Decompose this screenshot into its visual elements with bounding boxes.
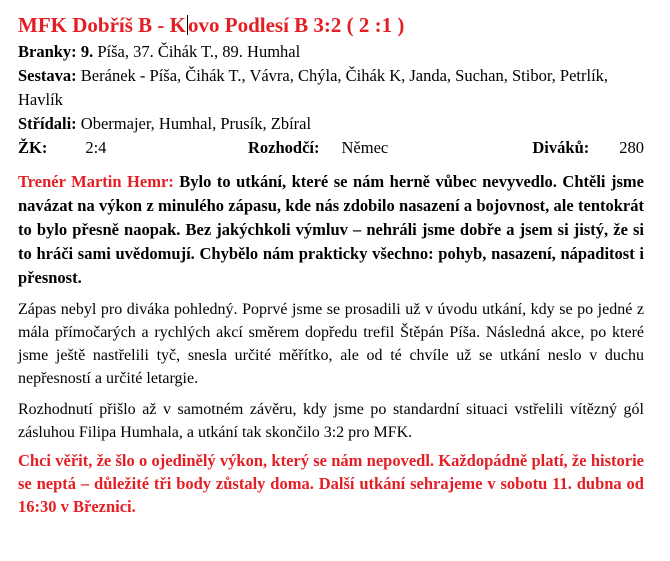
coach-quote-text: Bylo to utkání, které se nám herně vůbec nevyvedlo. Chtěli jsme navázat na výkon z minulého zápasu, kde nás zdobilo nasazení a bojovnost, ale tentokrát to bylo přesně naopak. Bez jakýchkoli výmluv – nehráli jsme dobře a jsem si jistý, že si to hráči sami uvědomují. Chybělo nám prakticky všechno: pohyb, nasazení, nápaditost i přesnost. [18,172,644,287]
lineup-line [18,64,644,112]
cards-label: ŽK: [18,138,48,157]
attendance-value: 280 [619,138,644,157]
match-title-part-b: ovo Podlesí B 3:2 ( 2 :1 ) [188,13,405,37]
referee-label: Rozhodčí: [248,138,320,157]
lineup-value: Beránek - Píša, Čihák T., Vávra, Chýla, Čihák K, Janda, Suchan, Stibor, Petrlík, Havlík [18,66,609,109]
coach-name: Trenér Martin Hemr: [18,172,174,191]
match-title-part-a: MFK Dobříš B - K [18,13,186,37]
closing-statement: Chci věřit, že šlo o ojedinělý výkon, který se nám nepovedl. Každopádně platí, že historie se neptá – důležité tři body zůstaly doma. Další utkání sehrajeme v sobotu 11. dubna od 16:30 v Březnici. [18,451,644,516]
attendance-label: Diváků: [532,138,590,157]
coach-quote [18,170,644,290]
scorers-label: Branky: [18,42,77,61]
report-paragraph-1: Zápas nebyl pro diváka pohledný. Poprvé jsme se prosadili už v úvodu utkání, kdy se po jedné z mála přímočarých a rychlých akcí směrem dopředu trefil Štěpán Píša. Následná akce, po které jsme ještě nastřelili tyč, snesla určité měřítko, ale od té chvíle už se utkání neslo v duchu nepřesností a určité letargie. [18,301,644,387]
cards-stat [18,136,248,160]
attendance-stat [528,136,644,160]
subs-label: Střídali: [18,114,77,133]
report-paragraph-2: Rozhodnutí přišlo až v samotném závěru, kdy jsme po standardní situaci vstřelili vítězný gól zásluhou Filipa Humhala, a utkání tak skončilo 3:2 pro MFK. [18,401,644,441]
lineup-label: Sestava: [18,66,77,85]
cards-value: 2:4 [85,138,107,157]
scorers-first-minute: 9. [80,42,94,61]
referee-value: Němec [341,138,389,157]
scorers-value: Píša, 37. Čihák T., 89. Humhal [93,42,301,61]
subs-line [18,112,644,136]
referee-stat [248,136,528,160]
match-report [18,12,644,518]
match-stats [18,136,644,160]
scorers-line [18,40,644,64]
match-title [18,12,644,38]
subs-value: Obermajer, Humhal, Prusík, Zbíral [76,114,312,133]
